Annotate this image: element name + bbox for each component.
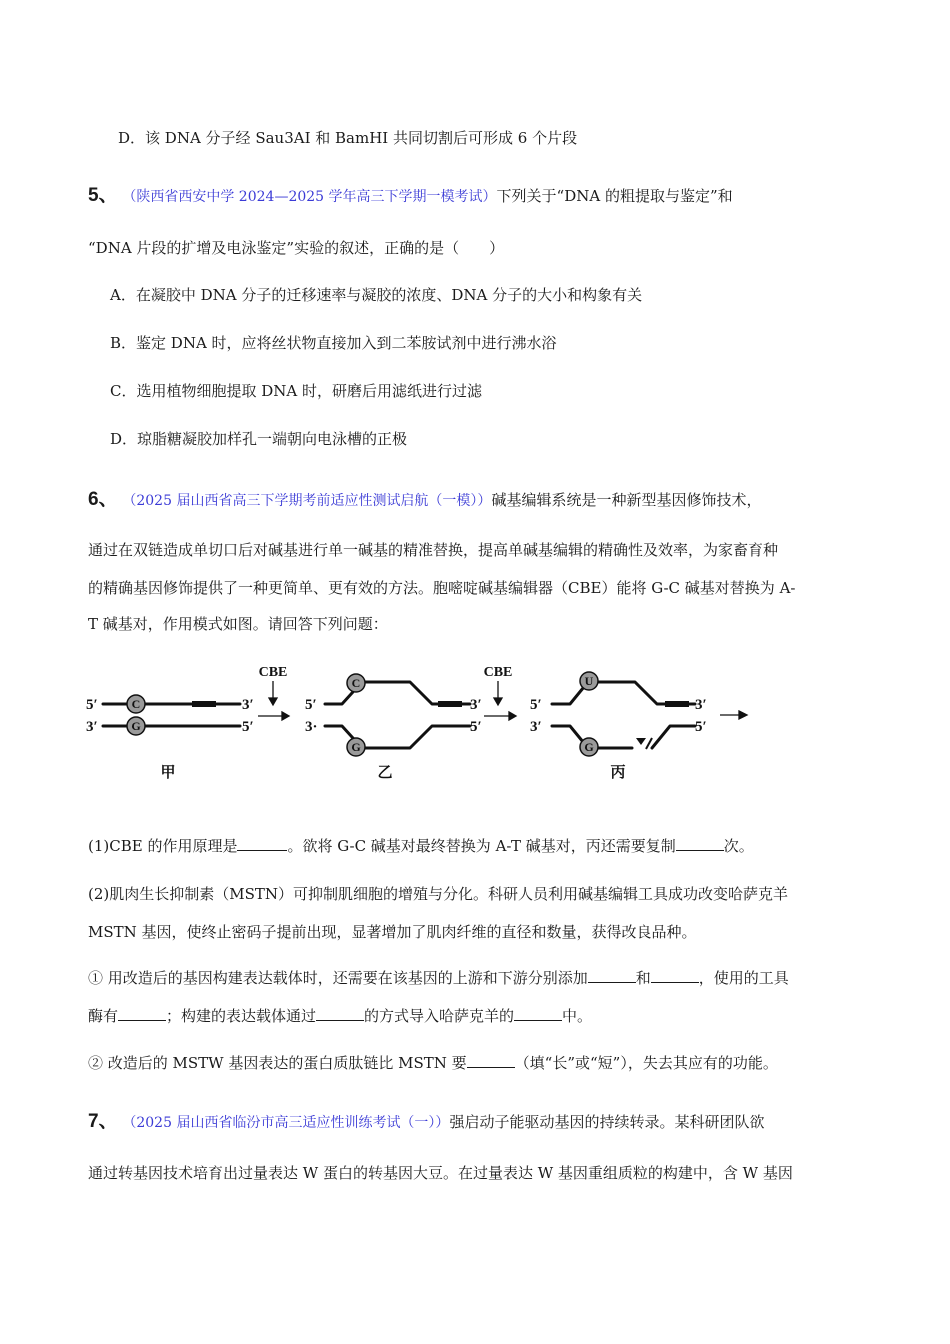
question-stem-line: 通过转基因技术培育出过量表达 W 蛋白的转基因大豆。在过量表达 W 基因重组质粒的构建中，含 W 基因	[88, 1164, 793, 1182]
question-stem-line: T 碱基对，作用模式如图。请回答下列问题：	[88, 615, 388, 633]
answer-blank[interactable]	[588, 968, 636, 983]
end-label: 3′	[86, 719, 98, 735]
question-source: （2025 届山西省高三下学期考前适应性测试启航（一模））	[122, 493, 492, 509]
end-label: 5′	[86, 697, 98, 713]
end-label: 5′	[530, 697, 542, 713]
sub-question-2-part-1	[88, 968, 789, 988]
yi-dark-segment	[438, 701, 462, 707]
text: （填“长”或“短”），失去其应有的功能。	[514, 1054, 778, 1072]
end-label: 5′	[242, 719, 254, 735]
question-6-header	[88, 490, 761, 511]
end-label: 3′	[695, 697, 707, 713]
nick-marker	[636, 738, 646, 745]
text: 的方式导入哈萨克羊的	[364, 1007, 515, 1025]
stage-label-jia: 甲	[160, 763, 176, 781]
answer-blank[interactable]	[467, 1053, 515, 1068]
question-stem-line: “DNA 片段的扩增及电泳鉴定”实验的叙述，正确的是（ ）	[88, 239, 505, 257]
text: (1)CBE 的作用原理是	[88, 837, 238, 855]
base-label: U	[584, 674, 594, 688]
end-label: 3·	[305, 719, 318, 735]
bing-top-strand	[552, 682, 695, 704]
text: ① 用改造后的基因构建表达载体时，还需要在该基因的上游和下游分别添加	[88, 969, 588, 987]
answer-blank[interactable]	[651, 968, 699, 983]
question-source: （陕西省西安中学 2024—2025 学年高三下学期一模考试）	[122, 189, 497, 205]
sub-question-2-line: (2)肌肉生长抑制素（MSTN）可抑制肌细胞的增殖与分化。科研人员利用碱基编辑工具成功改变哈萨克羊	[88, 885, 789, 903]
bing-bottom-strand-right	[652, 726, 695, 748]
question-7-header	[88, 1112, 764, 1133]
text: 次。	[723, 837, 754, 855]
sub-question-1	[88, 836, 754, 856]
answer-blank[interactable]	[316, 1006, 364, 1021]
answer-blank[interactable]	[237, 836, 287, 851]
option-d: D．琼脂糖凝胶加样孔一端朝向电泳槽的正极	[110, 430, 408, 448]
end-label: 5′	[305, 697, 317, 713]
question-stem: 下列关于“DNA 的粗提取与鉴定”和	[496, 187, 733, 205]
end-label: 3′	[470, 697, 482, 713]
question-5-header	[88, 186, 733, 207]
sub-question-2-part-1-cont	[88, 1006, 592, 1026]
cbe-label: CBE	[258, 665, 288, 680]
answer-blank[interactable]	[676, 836, 724, 851]
end-label: 3′	[530, 719, 542, 735]
text: ；构建的表达载体通过	[166, 1007, 317, 1025]
answer-blank[interactable]	[514, 1006, 562, 1021]
end-label: 3′	[242, 697, 254, 713]
text: 。欲将 G-C 碱基对最终替换为 A-T 碱基对，丙还需要复制	[287, 837, 676, 855]
option-c: C．选用植物细胞提取 DNA 时，研磨后用滤纸进行过滤	[110, 382, 482, 400]
text: ，使用的工具	[698, 969, 789, 987]
q4-option-d: D．该 DNA 分子经 Sau3AI 和 BamHI 共同切割后可形成 6 个片段	[118, 129, 578, 147]
sub-question-2-line: MSTN 基因，使终止密码子提前出现，显著增加了肌肉纤维的直径和数量，获得改良品种。	[88, 923, 697, 941]
cbe-label: CBE	[483, 665, 513, 680]
text: 中。	[562, 1007, 593, 1025]
bing-dark-segment	[665, 701, 689, 707]
question-source: （2025 届山西省临汾市高三适应性训练考试（一））	[122, 1115, 450, 1131]
text: ② 改造后的 MSTW 基因表达的蛋白质肽链比 MSTN 要	[88, 1054, 467, 1072]
base-label: C	[351, 676, 361, 690]
text: 和	[635, 969, 651, 987]
text: 酶有	[88, 1007, 119, 1025]
answer-blank[interactable]	[118, 1006, 166, 1021]
question-stem-line: 通过在双链造成单切口后对碱基进行单一碱基的精准替换，提高单碱基编辑的精确性及效率，为家畜育种	[88, 541, 779, 559]
option-a: A．在凝胶中 DNA 分子的迁移速率与凝胶的浓度、DNA 分子的大小和构象有关	[110, 286, 643, 304]
question-stem: 强启动子能驱动基因的持续转录。某科研团队欲	[449, 1113, 765, 1131]
end-label: 5′	[695, 719, 707, 735]
question-number: 7、	[88, 1111, 118, 1132]
question-number: 5、	[88, 185, 118, 206]
question-stem: 碱基编辑系统是一种新型基因修饰技术，	[491, 491, 762, 509]
jia-dark-segment	[192, 701, 216, 707]
question-number: 6、	[88, 489, 118, 510]
question-stem-line: 的精确基因修饰提供了一种更简单、更有效的方法。胞嘧啶碱基编辑器（CBE）能将 G-C 碱基对替换为 A-	[88, 579, 796, 597]
cbe-mechanism-diagram	[80, 652, 760, 787]
end-label: 5′	[470, 719, 482, 735]
base-label: C	[131, 697, 141, 711]
sub-question-2-part-2	[88, 1053, 778, 1073]
stage-label-yi: 乙	[377, 763, 393, 781]
base-label: G	[131, 719, 141, 733]
stage-label-bing: 丙	[610, 763, 626, 781]
base-label: G	[351, 740, 361, 754]
option-b: B．鉴定 DNA 时，应将丝状物直接加入到二苯胺试剂中进行沸水浴	[110, 334, 557, 352]
base-label: G	[584, 740, 594, 754]
